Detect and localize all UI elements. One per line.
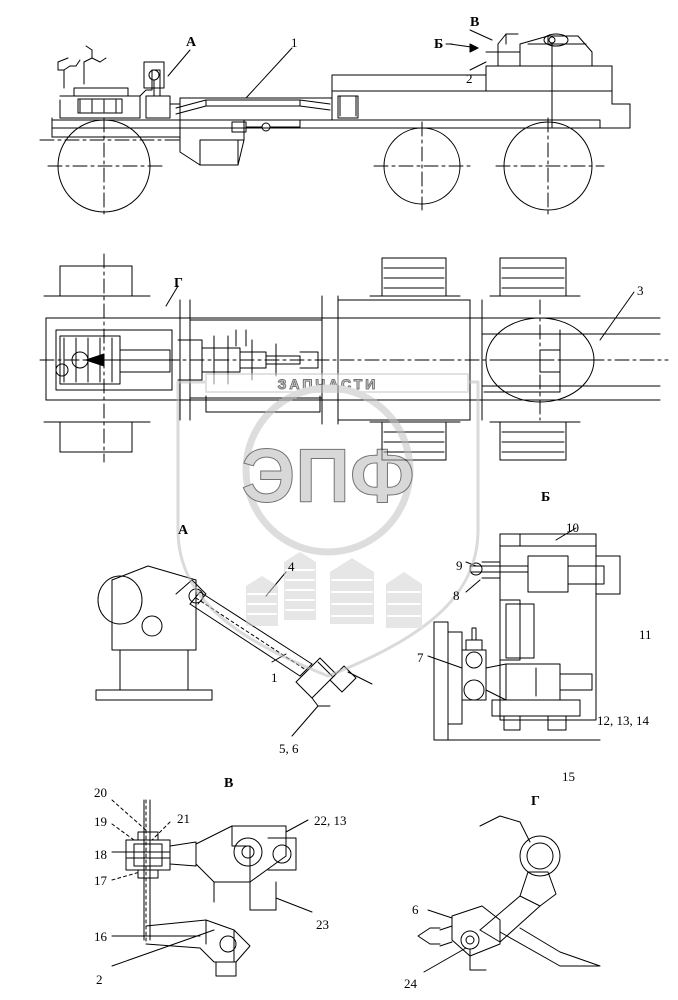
callout-label-v-top: В <box>470 15 480 30</box>
callout-label-a-top: А <box>186 35 197 50</box>
section-label-v: В <box>224 776 234 791</box>
callout-label-18: 18 <box>94 847 107 862</box>
view-side-elevation <box>40 30 630 216</box>
section-label-b: Б <box>541 490 551 505</box>
callout-label-23: 23 <box>316 917 329 932</box>
section-label-a: А <box>178 523 189 538</box>
callout-label-5-6: 5, 6 <box>279 741 299 756</box>
callout-label-19: 19 <box>94 814 107 829</box>
watermark-logo <box>178 374 478 676</box>
callout-label-2-detail-v: 2 <box>96 972 103 987</box>
view-detail-g <box>418 816 600 972</box>
callout-label-3-plan: 3 <box>637 283 644 298</box>
callout-label-16: 16 <box>94 929 107 944</box>
callout-label-15: 15 <box>562 769 575 784</box>
callout-label-g-plan: Г <box>174 276 183 291</box>
callout-label-24: 24 <box>404 976 417 991</box>
callout-label-10: 10 <box>566 520 579 535</box>
callout-label-22-13: 22, 13 <box>314 813 347 828</box>
callout-label-6-detail-g: 6 <box>412 902 419 917</box>
callout-label-9: 9 <box>456 558 463 573</box>
callout-label-2-top: 2 <box>466 71 473 86</box>
callout-label-8: 8 <box>453 588 460 603</box>
callout-label-11: 11 <box>639 627 652 642</box>
svg-text:ЗАПЧАСТИ: ЗАПЧАСТИ <box>277 376 379 392</box>
callout-label-12-13-14: 12, 13, 14 <box>597 713 649 728</box>
callout-label-1-top: 1 <box>291 35 298 50</box>
section-label-g: Г <box>531 794 540 809</box>
callout-label-1-detail-a: 1 <box>271 670 278 685</box>
svg-text:ЭПФ: ЭПФ <box>241 434 415 519</box>
callout-label-21: 21 <box>177 811 190 826</box>
callout-label-20: 20 <box>94 785 107 800</box>
callout-label-17: 17 <box>94 873 107 888</box>
view-detail-v <box>112 800 312 976</box>
callout-label-4: 4 <box>288 559 295 574</box>
callout-label-b-top: Б <box>434 37 444 52</box>
callout-label-7: 7 <box>417 650 424 665</box>
